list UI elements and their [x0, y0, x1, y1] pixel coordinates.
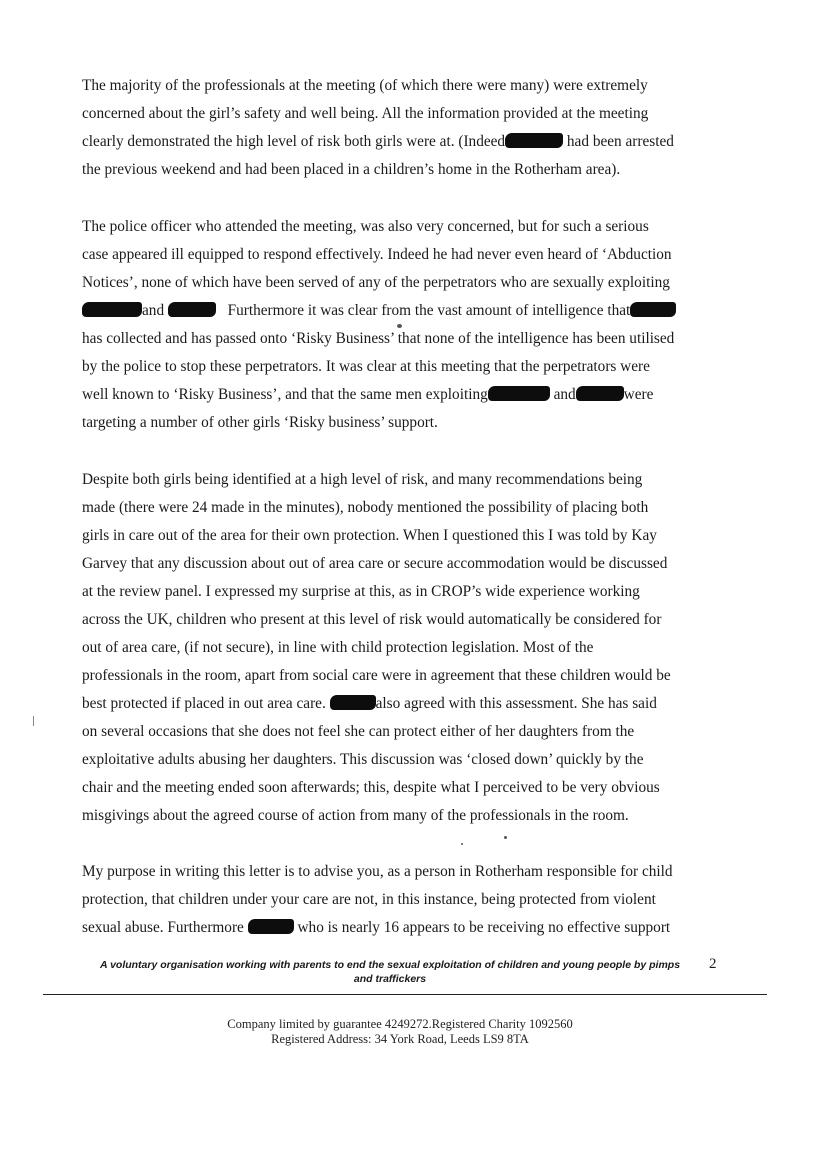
redaction-block [82, 302, 142, 317]
text-line: Despite both girls being identified at a high level of risk, and many recommendations being [82, 471, 643, 488]
redaction-block [576, 386, 624, 401]
text-line: out of area care, (if not secure), in line with child protection legislation. Most of the [82, 639, 594, 656]
text-line [82, 381, 732, 409]
company-registration: Company limited by guarantee 4249272.Registered Charity 1092560 [227, 1017, 573, 1031]
text-line: has collected and has passed onto ‘Risky Business’ that none of the intelligence has been utilised [82, 330, 675, 347]
text-segment: and [553, 386, 576, 403]
text-line [82, 128, 732, 156]
text-line: across the UK, children who present at this level of risk would automatically be considered for [82, 611, 662, 628]
text-line: made (there were 24 made in the minutes), nobody mentioned the possibility of placing both [82, 499, 649, 516]
text-line: at the review panel. I expressed my surprise at this, as in CROP’s wide experience working [82, 583, 640, 600]
redaction-block [505, 133, 563, 148]
text-line: by the police to stop these perpetrators. It was clear at this meeting that the perpetrators were [82, 358, 650, 375]
footer-divider [43, 994, 767, 995]
text-line [82, 914, 732, 942]
text-segment: well known to ‘Risky Business’, and that the same men exploiting [82, 386, 488, 403]
text-line: the previous weekend and had been placed in a children’s home in the Rotherham area). [82, 161, 621, 178]
text-line: concerned about the girl’s safety and well being. All the information provided at the meeting [82, 105, 649, 122]
redaction-block [330, 695, 376, 710]
text-segment: and [142, 302, 165, 319]
text-segment: Furthermore it was clear from the vast amount of intelligence that [227, 302, 631, 319]
text-segment: had been arrested [566, 133, 674, 150]
redaction-block [630, 302, 676, 317]
text-line: chair and the meeting ended soon afterwards; this, despite what I perceived to be very obvious [82, 779, 660, 796]
scan-speck [461, 843, 463, 845]
paragraph-3 [82, 466, 732, 830]
text-line [82, 690, 732, 718]
text-segment: sexual abuse. Furthermore [82, 919, 244, 936]
redaction-block [168, 302, 216, 317]
text-line: Notices’, none of which have been served of any of the perpetrators who are sexually exploiting [82, 274, 670, 291]
text-line: The majority of the professionals at the meeting (of which there were many) were extremely [82, 77, 648, 94]
text-line: My purpose in writing this letter is to advise you, as a person in Rotherham responsible for child [82, 863, 673, 880]
redaction-block [488, 386, 550, 401]
company-info [0, 1017, 800, 1047]
text-line: professionals in the room, apart from social care were in agreement that these children would be [82, 667, 671, 684]
text-segment: clearly demonstrated the high level of risk both girls were at. (Indeed [82, 133, 506, 150]
text-segment: best protected if placed in out area care. [82, 695, 326, 712]
company-address: Registered Address: 34 York Road, Leeds LS9 8TA [271, 1032, 529, 1046]
redaction-block [248, 919, 294, 934]
text-segment: also agreed with this assessment. She has said [375, 695, 657, 712]
text-line: protection, that children under your care are not, in this instance, being protected from violent [82, 891, 656, 908]
paragraph-1 [82, 72, 732, 184]
text-line: on several occasions that she does not feel she can protect either of her daughters from the [82, 723, 635, 740]
text-line: The police officer who attended the meeting, was also very concerned, but for such a serious [82, 218, 649, 235]
text-line: Garvey that any discussion about out of area care or secure accommodation would be discussed [82, 555, 668, 572]
footer-tagline: A voluntary organisation working with parents to end the sexual exploitation of children and young people by pimps and traffickers [99, 959, 681, 985]
text-segment: were [623, 386, 654, 403]
scan-speck [504, 836, 507, 839]
scan-speck [33, 716, 34, 726]
scan-speck [397, 324, 402, 328]
text-segment: who is nearly 16 appears to be receiving no effective support [297, 919, 671, 936]
text-line: case appeared ill equipped to respond effectively. Indeed he had never even heard of ‘Abduction [82, 246, 672, 263]
paragraph-4 [82, 858, 732, 942]
text-line [82, 297, 732, 325]
text-line: exploitative adults abusing her daughters. This discussion was ‘closed down’ quickly by the [82, 751, 644, 768]
text-line: misgivings about the agreed course of action from many of the professionals in the room. [82, 807, 629, 824]
text-line: girls in care out of the area for their own protection. When I questioned this I was told by Kay [82, 527, 657, 544]
text-line: targeting a number of other girls ‘Risky business’ support. [82, 414, 438, 431]
paragraph-2 [82, 213, 732, 437]
page-number: 2 [709, 956, 717, 972]
